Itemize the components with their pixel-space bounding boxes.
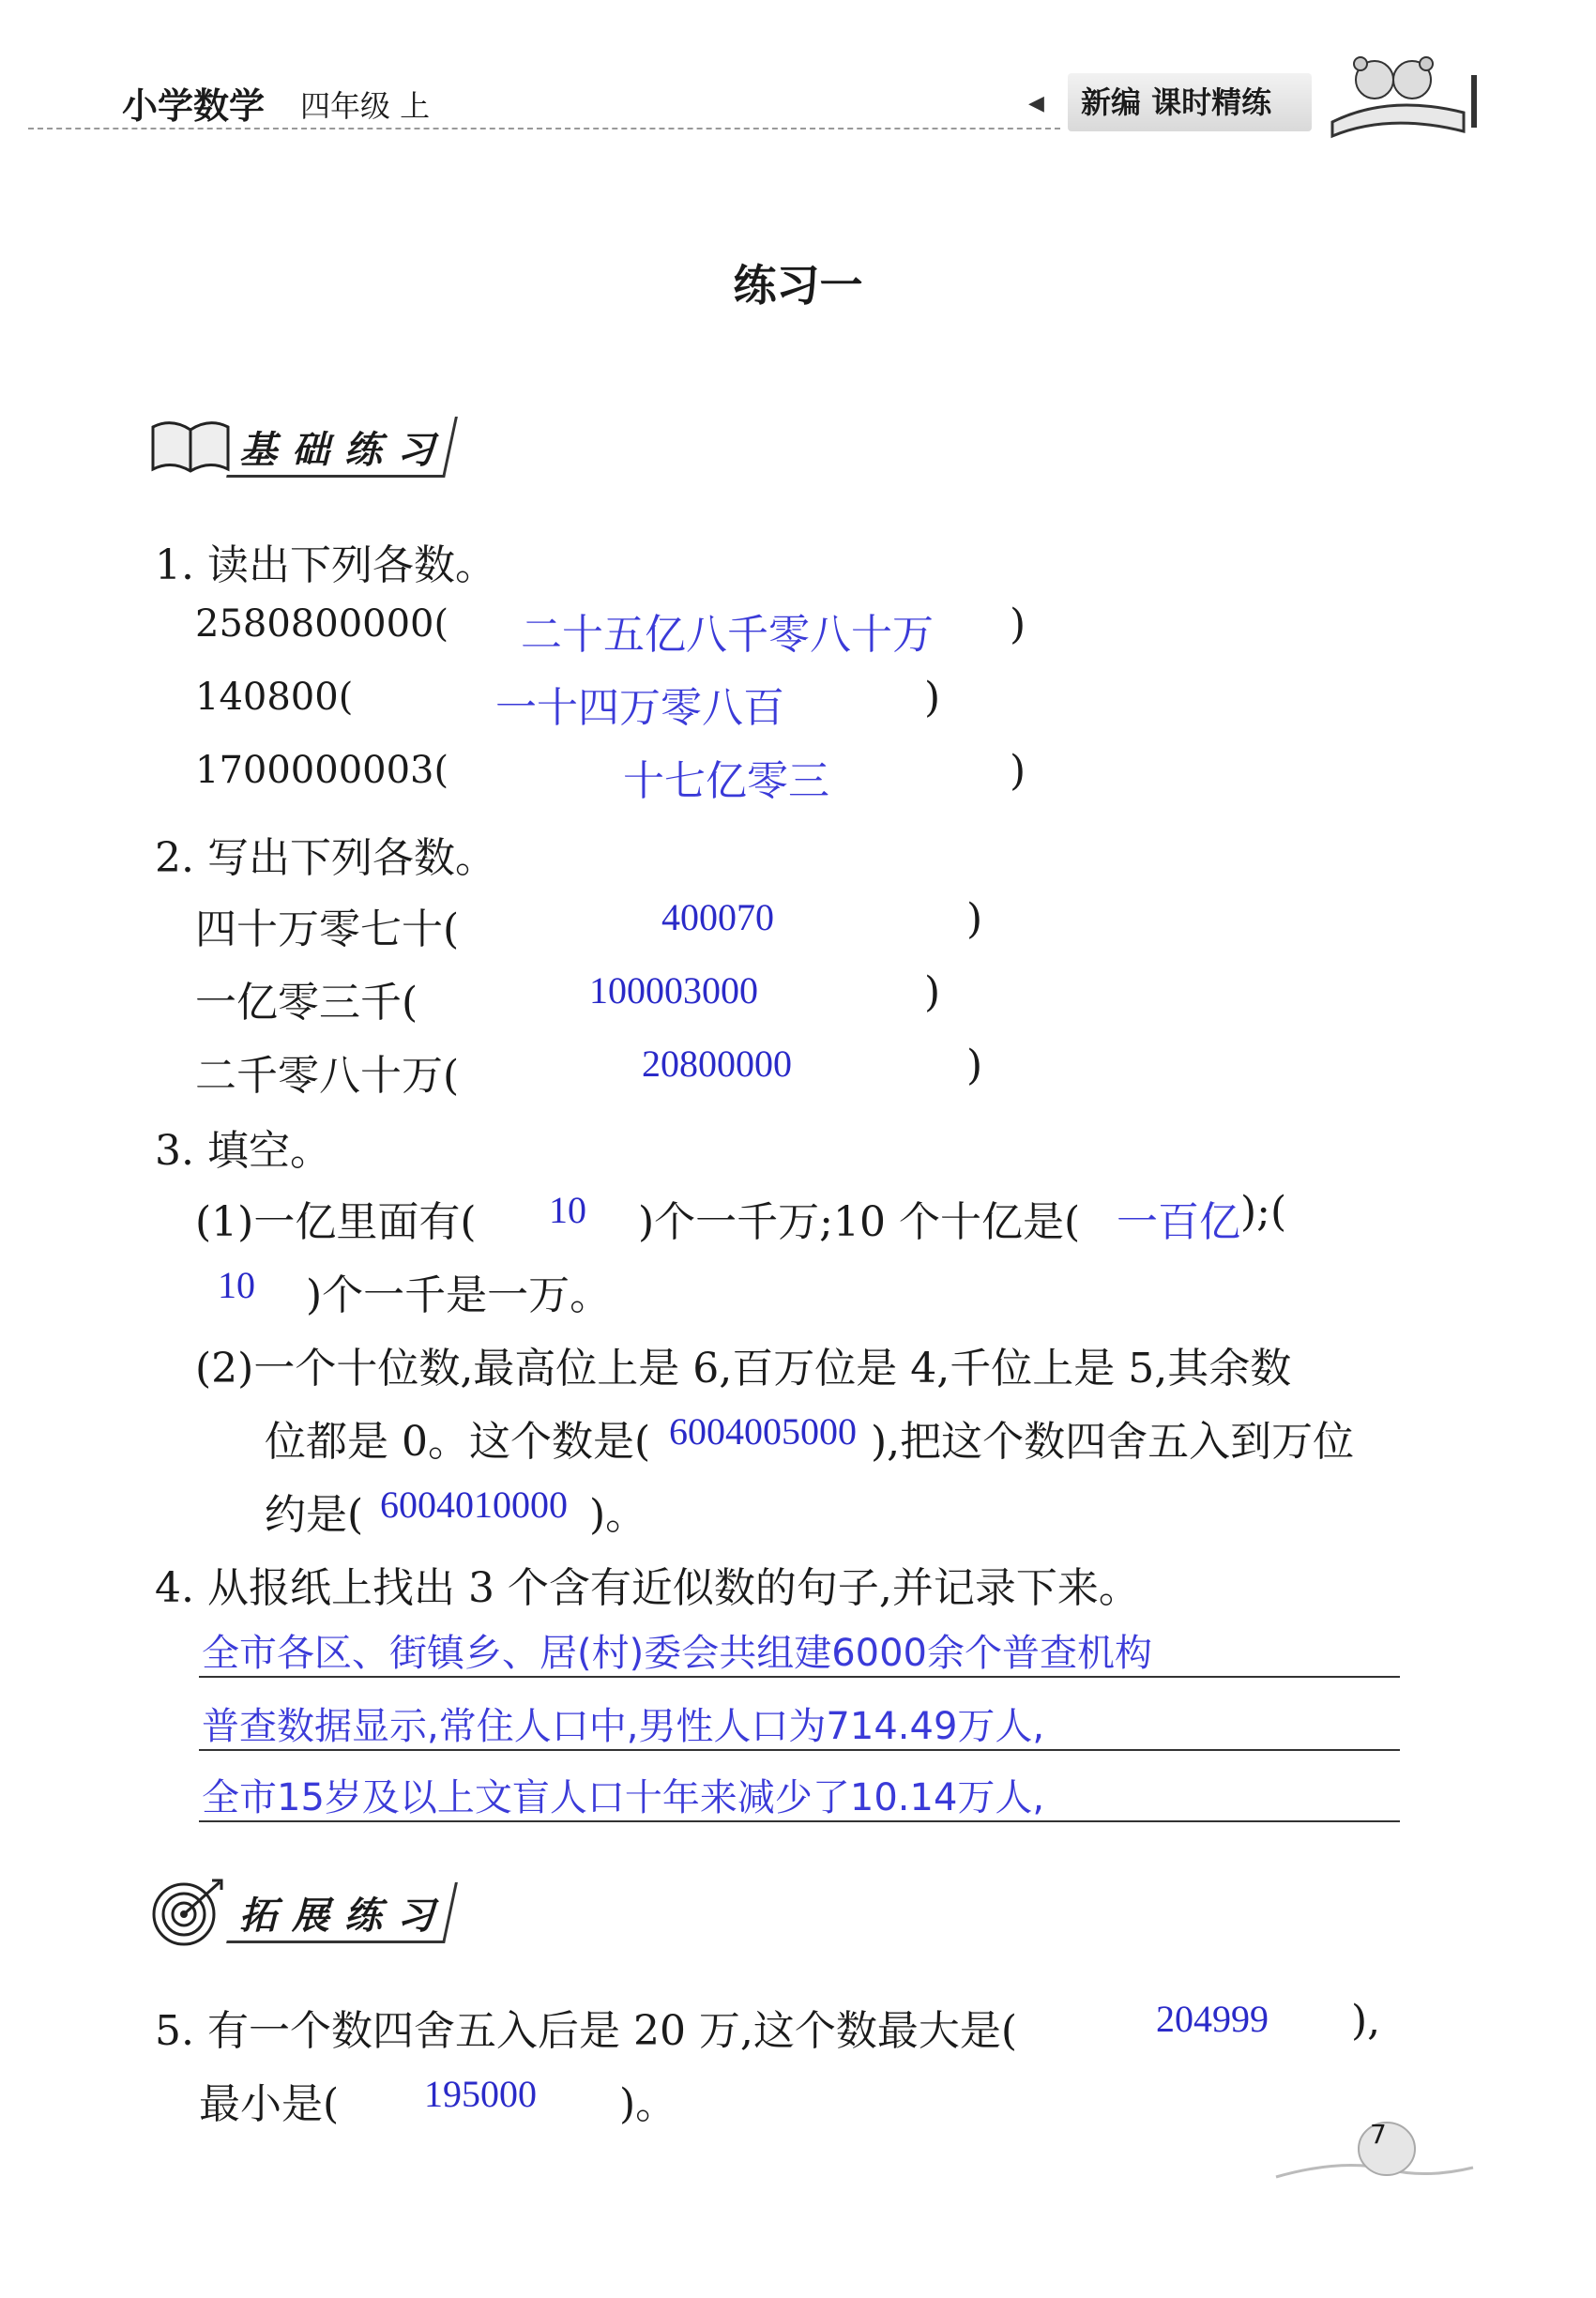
header-divider [28,128,1060,129]
q2-item3-text: 二千零八十万( [195,1052,460,1100]
q1-item2-number: 140800( [195,676,354,719]
q4-answer2: 普查数据显示,常住人口中,男性人口为714.49万人, [202,1705,1045,1748]
header-series: 新编 课时精练 [1068,73,1312,131]
q5-answer1: 204999 [1156,1998,1269,2040]
q3-p2-answer2: 6004010000 [380,1484,568,1526]
open-book-icon [148,413,233,479]
section-extend-label: 拓展练习 [239,1895,449,1938]
q2-item3-answer: 20800000 [642,1042,792,1085]
q3-p1-text-d: )个一千是一万。 [306,1271,612,1319]
q3-p2-text-a: 位都是 0。这个数是( [265,1418,651,1466]
q2-item1-close: ) [966,895,983,943]
q3-p2-line1: (2)一个十位数,最高位上是 6,百万位是 4,千位上是 5,其余数 [195,1345,1292,1392]
q3-p2-text-c: 约是( [265,1491,364,1539]
q2-item2-close: ) [924,968,941,1016]
header-subject: 小学数学 [122,85,266,127]
q4-answer-line1 [199,1676,1400,1678]
q1-item3-close: ) [1010,747,1026,795]
q3-p1-answer1: 10 [549,1189,586,1231]
q5-answer2: 195000 [424,2073,537,2115]
q2-item2-answer: 100003000 [589,969,758,1012]
q4-prompt: 4. 从报纸上找出 3 个含有近似数的句子,并记录下来。 [155,1564,1140,1612]
q5-text-b: ), [1351,1997,1381,2045]
header-end-bar [1471,75,1477,128]
q1-item3-answer: 十七亿零三 [623,757,829,805]
q1-item1-answer: 二十五亿八千零八十万 [521,611,934,659]
q2-item2-text: 一亿零三千( [195,979,418,1027]
section-basic-label: 基础练习 [239,429,449,472]
q2-prompt: 2. 写出下列各数。 [155,834,496,882]
bear-book-icon [1323,38,1473,141]
q2-item3-close: ) [966,1042,983,1089]
q3-p1-text-b: )个一千万;10 个十亿是( [638,1198,1081,1246]
q2-item1-answer: 400070 [661,896,774,938]
q1-item3-number: 1700000003( [195,749,449,792]
q1-item2-close: ) [924,674,941,722]
q2-item1-text: 四十万零七十( [195,906,460,953]
q3-p1-text-a: (1)一亿里面有( [195,1198,477,1246]
triangle-icon: ◀ [1028,92,1044,115]
header-grade: 四年级 上 [300,88,431,124]
page-title: 练习一 [733,260,863,311]
q4-answer1: 全市各区、街镇乡、居(村)委会共组建6000余个普查机构 [202,1632,1153,1675]
q3-p1-answer3: 10 [218,1264,255,1306]
q3-p2-text-d: )。 [589,1491,647,1539]
q5-text-c: 最小是( [199,2080,340,2128]
q3-p1-text-c: );( [1240,1188,1287,1236]
q3-prompt: 3. 填空。 [155,1127,331,1175]
q3-p2-text-b: ),把这个数四舍五入到万位 [871,1418,1355,1466]
q4-answer-line2 [199,1749,1400,1751]
q1-item2-answer: 一十四万零八百 [495,684,784,732]
q1-prompt: 1. 读出下列各数。 [155,541,496,589]
q5-text-a: 5. 有一个数四舍五入后是 20 万,这个数最大是( [155,2007,1018,2055]
q5-text-d: )。 [619,2080,677,2128]
q3-p1-answer2: 一百亿 [1117,1198,1240,1246]
page-number: 7 [1370,2119,1387,2150]
q1-item1-close: ) [1010,601,1026,648]
q4-answer-line3 [199,1820,1400,1822]
q4-answer3: 全市15岁及以上文盲人口十年来减少了10.14万人, [202,1776,1045,1819]
target-icon [150,1877,225,1948]
q1-item1-number: 2580800000( [195,602,449,646]
q3-p2-answer1: 6004005000 [669,1410,857,1453]
